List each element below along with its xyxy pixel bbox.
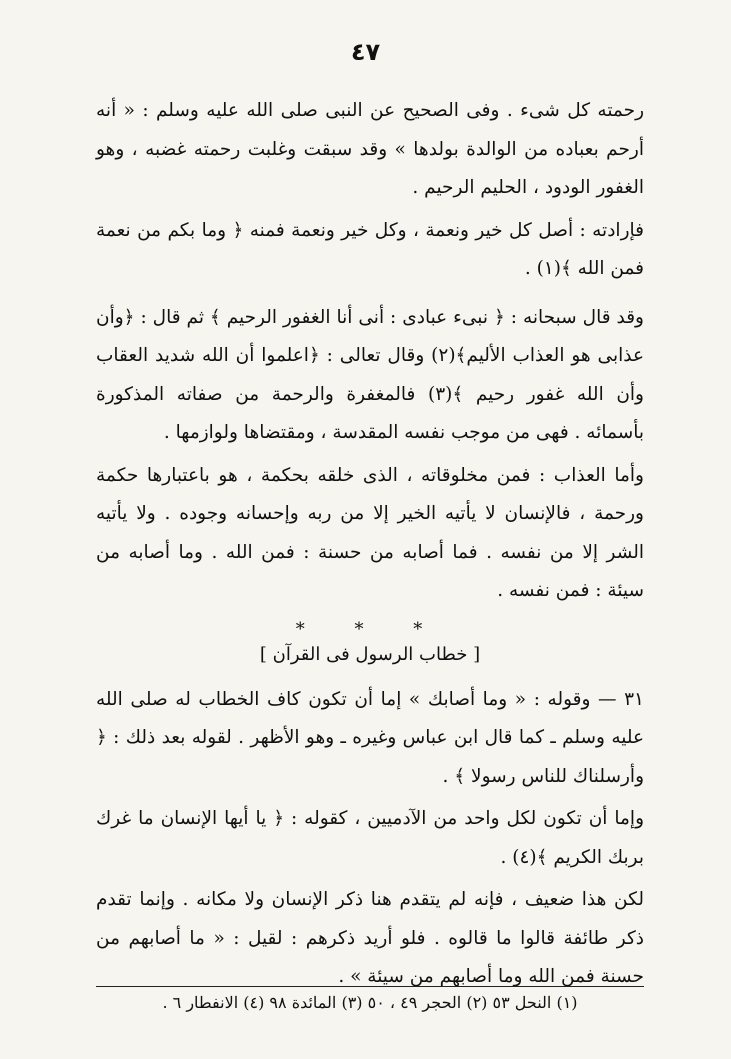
footnotes: (١) النحل ٥٣ (٢) الحجر ٤٩ ، ٥٠ (٣) المائدة ٩٨ (٤) الانفطار ٦ .: [162, 993, 578, 1012]
paragraph-5: ٣١ — وقوله : « وما أصابك » إما أن تكون كاف الخطاب له صلى الله عليه وسلم ـ كما قال ابن عباس وغيره ـ وهو الأظهر . لقوله بعد ذلك : ﴿ وأرسلناك للناس رسولا ﴾ .: [96, 688, 644, 787]
footnote-divider: [96, 986, 644, 987]
section-heading-text: [ خطاب الرسول فى القرآن ]: [259, 643, 481, 665]
section-heading: [96, 641, 644, 669]
paragraph-2: فإرادته : أصل كل خير ونعمة ، وكل خير ونعمة فمنه ﴿ وما بكم من نعمة فمن الله ﴾(١) .: [96, 219, 644, 279]
paragraph-1: رحمته كل شىء . وفى الصحيح عن النبى صلى الله عليه وسلم : « أنه أرحم بعباده من الوالدة بولدها » وقد سبقت وغلبت رحمته غضبه ، وهو الغفور الودود ، الحليم الرحيم .: [96, 100, 644, 198]
section-separator: * * *: [295, 618, 445, 640]
page-body: [96, 92, 644, 997]
page-number: ٤٧: [350, 38, 381, 66]
paragraph-7: لكن هذا ضعيف ، فإنه لم يتقدم هنا ذكر الإنسان ولا مكانه . وإنما تقدم ذكر طائفة قالوا ما قالوه . فلو أريد ذكرهم : لقيل : « ما أصابهم من حسنة فمن الله وما أصابهم من سيئة » .: [96, 889, 644, 987]
paragraph-6: وإما أن تكون لكل واحد من الآدميين ، كقوله : ﴿ يا أيها الإنسان ما غرك بربك الكريم ﴾(٤) .: [96, 808, 644, 868]
paragraph-4: وأما العذاب : فمن مخلوقاته ، الذى خلقه بحكمة ، هو باعتبارها حكمة ورحمة ، فالإنسان لا يأتيه الخير إلا من ربه وإحسانه وجوده . ولا يأتيه الشر إلا من نفسه . فما أصابه من حسنة : فمن الله . وما أصابه من سيئة : فمن نفسه .: [96, 464, 644, 601]
paragraph-3: وقد قال سبحانه : ﴿ نبىء عبادى : أنى أنا الغفور الرحيم ﴾ ثم قال : ﴿وأن عذابى هو العذاب الأليم﴾(٢) وقال تعالى : ﴿اعلموا أن الله شديد العقاب وأن الله غفور رحيم ﴾(٣) فالمغفرة والرحمة من صفاته المذكورة بأسمائه . فهى من موجب نفسه المقدسة ، ومقتضاها ولوازمها .: [96, 306, 644, 443]
